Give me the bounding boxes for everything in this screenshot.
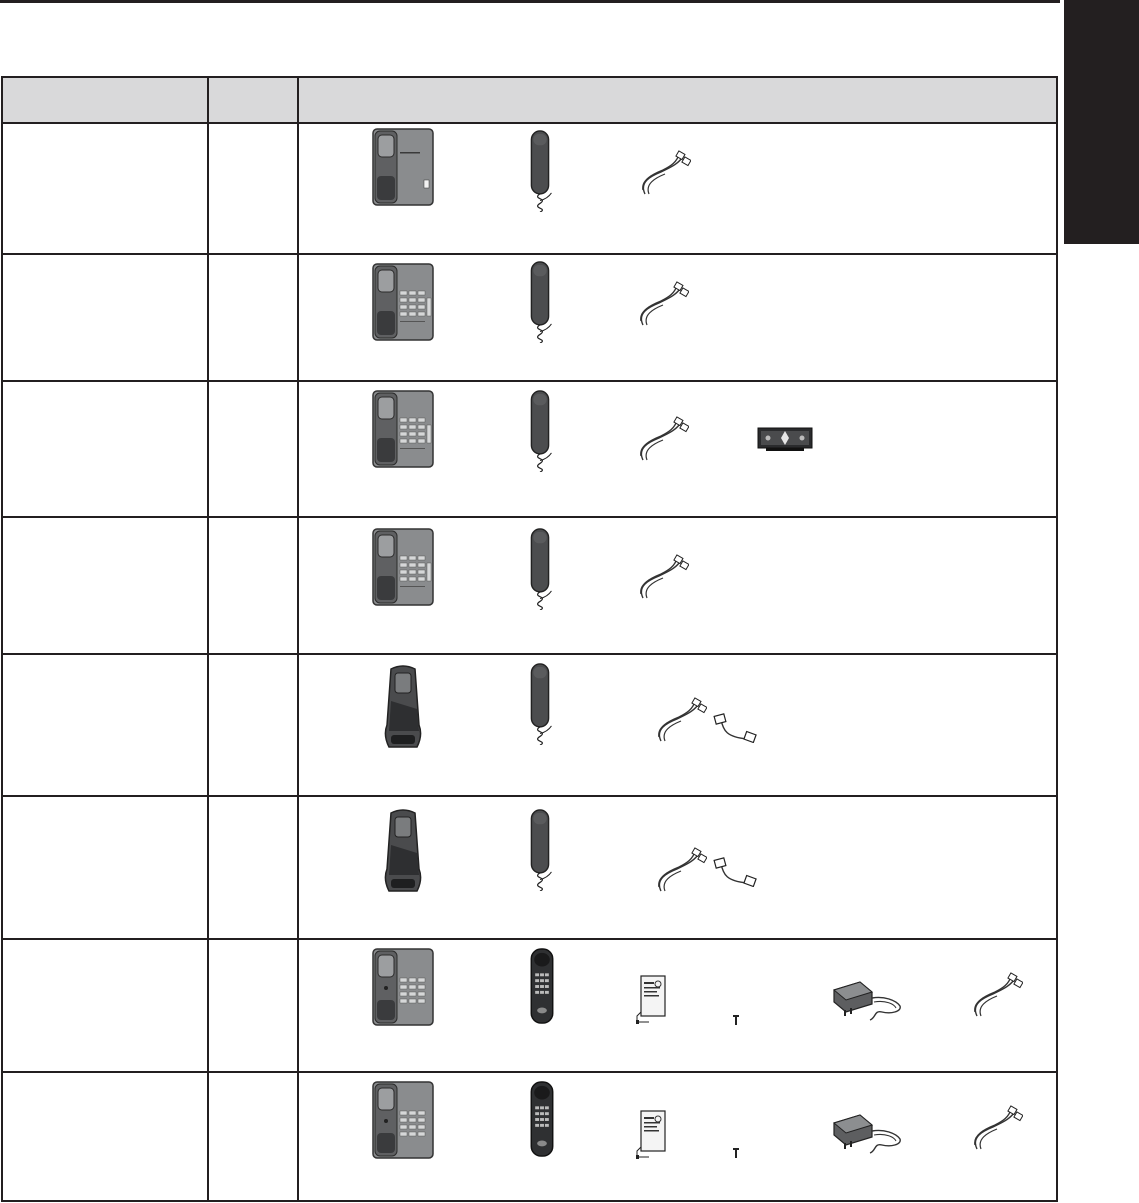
row-model-cell [2,1072,208,1201]
header-quantity [208,77,298,123]
section-tab [1064,0,1139,244]
trimline-wall-base-icon [377,803,429,899]
table-row [2,381,1057,517]
corded-handset-icon [524,130,556,212]
row-quantity-cell [208,517,298,654]
row-quantity-cell [208,1072,298,1201]
header-model [2,77,208,123]
small-desk-phone-base-icon [372,128,434,206]
trimline-wall-base-icon [377,665,429,749]
coiled-line-cord-icon [655,847,707,895]
corded-handset-icon [524,261,556,343]
row-quantity-cell [208,654,298,796]
battery-pack-icon [635,974,667,1026]
table-row [2,123,1057,254]
cordless-handset-icon [526,1081,558,1159]
header-parts [298,77,1057,123]
table-row [2,254,1057,381]
keypad-desk-phone-base-icon [372,390,434,468]
belt-clip-icon [732,1147,740,1159]
coiled-line-cord-icon [637,554,689,602]
table-row [2,654,1057,796]
row-quantity-cell [208,939,298,1072]
row-model-cell [2,796,208,939]
row-quantity-cell [208,123,298,254]
table-row [2,1072,1057,1201]
parts-table [1,76,1058,1202]
row-model-cell [2,254,208,381]
table-row [2,796,1057,939]
row-quantity-cell [208,254,298,381]
coiled-line-cord-icon [639,150,691,198]
cordless-handset-icon [526,948,558,1026]
row-model-cell [2,654,208,796]
row-parts-cell [298,654,1057,796]
cordless-base-icon [372,948,434,1026]
table-row [2,939,1057,1072]
coiled-line-cord-icon [637,281,689,329]
table-row [2,517,1057,654]
short-cord-adapter-icon [713,713,757,743]
keypad-desk-phone-base-icon [372,528,434,606]
wall-mount-bracket-icon [756,424,814,452]
row-parts-cell [298,796,1057,939]
coiled-line-cord-icon [637,416,689,464]
belt-clip-icon [732,1014,740,1026]
row-parts-cell [298,517,1057,654]
row-model-cell [2,381,208,517]
power-adapter-icon [830,1111,906,1155]
coiled-line-cord-icon [655,697,707,745]
row-model-cell [2,939,208,1072]
corded-handset-icon [524,663,556,745]
row-quantity-cell [208,796,298,939]
battery-pack-icon [635,1109,667,1161]
coiled-line-cord-icon [971,1105,1023,1153]
cordless-base-icon [372,1081,434,1159]
row-quantity-cell [208,381,298,517]
table-header-row [2,77,1057,123]
row-model-cell [2,123,208,254]
row-parts-cell [298,123,1057,254]
corded-handset-icon [524,390,556,472]
corded-handset-icon [524,809,556,891]
row-parts-cell [298,939,1057,1072]
coiled-line-cord-icon [971,972,1023,1020]
short-cord-adapter-icon [713,857,757,887]
row-parts-cell [298,1072,1057,1201]
row-model-cell [2,517,208,654]
power-adapter-icon [830,978,906,1022]
corded-handset-icon [524,528,556,610]
top-rule [0,0,1060,3]
row-parts-cell [298,254,1057,381]
row-parts-cell [298,381,1057,517]
keypad-desk-phone-base-icon [372,263,434,341]
